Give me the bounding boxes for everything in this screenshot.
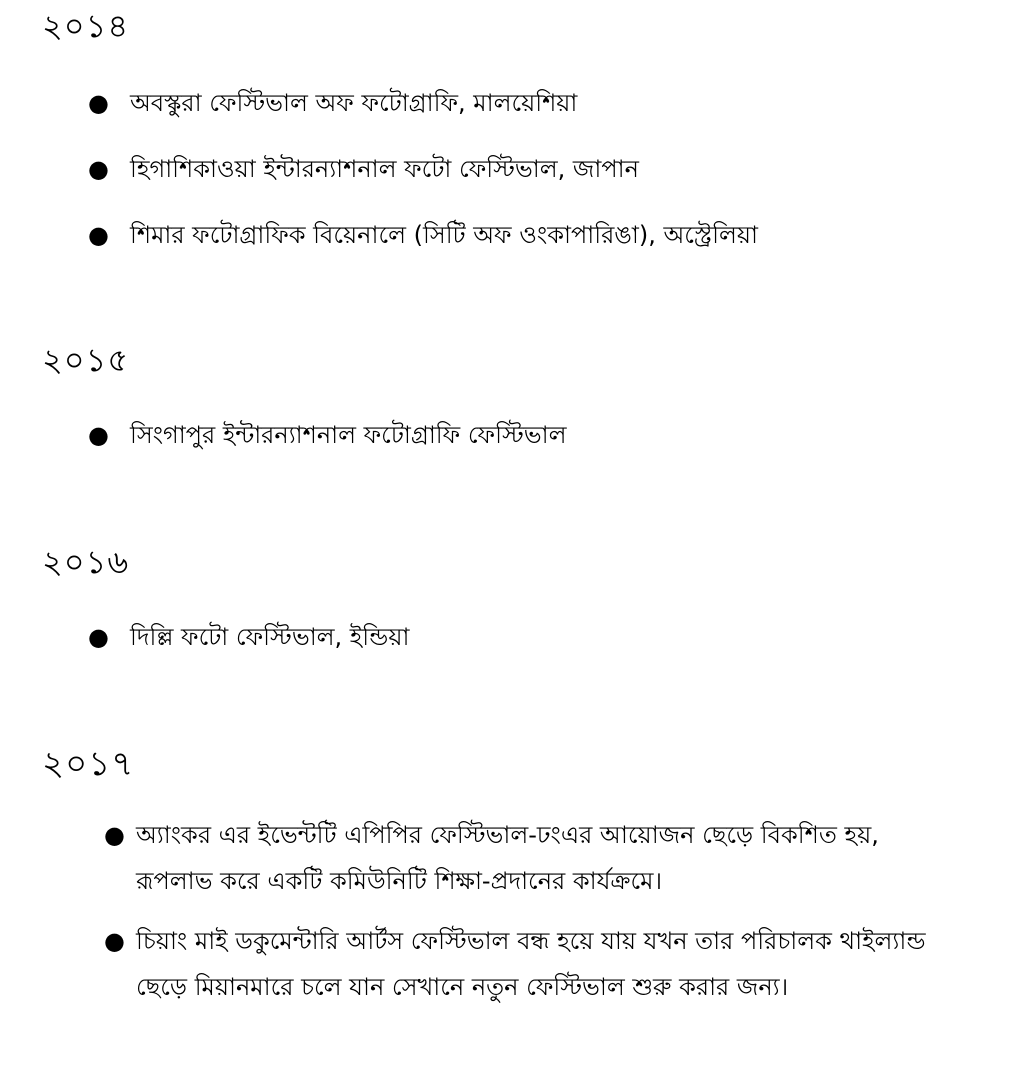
- list-item-text: দিল্লি ফটো ফেস্টিভাল, ইন্ডিয়া: [130, 623, 410, 651]
- list-item: [0, 918, 1024, 1010]
- list-item-text: হিগাশিকাওয়া ইন্টারন্যাশনাল ফটো ফেস্টিভাল, জাপান: [130, 155, 639, 183]
- list-item-text: চিয়াং মাই ডকুমেন্টারি আর্টস ফেস্টিভাল বন্ধ হয়ে যায় যখন তার পরিচালক থাইল্যান্ড ছেড়ে মিয়ানমারে চলে যান সেখানে নতুন ফেস্টিভাল শুরু করার জন্য।: [136, 927, 926, 1001]
- bullet-icon: ●: [88, 421, 109, 449]
- festival-list-2017: [0, 812, 1024, 1010]
- year-heading-2014: ২০১৪: [42, 7, 130, 45]
- list-item-text: শিমার ফটোগ্রাফিক বিয়েনালে (সিটি অফ ওংকাপারিঙা), অস্ট্রেলিয়া: [130, 221, 758, 249]
- list-item-text: অবস্কুরা ফেস্টিভাল অফ ফটোগ্রাফি, মালয়েশিয়া: [130, 89, 578, 117]
- list-item: [0, 812, 1024, 904]
- bullet-icon: ●: [104, 927, 125, 955]
- list-item-text: অ্যাংকর এর ইভেন্টটি এপিপির ফেস্টিভাল-ঢংএর আয়োজন ছেড়ে বিকশিত হয়, রূপলাভ করে একটি কমিউনিটি শিক্ষা-প্রদানের কার্যক্রমে।: [136, 821, 879, 895]
- bullet-icon: ●: [88, 89, 109, 117]
- list-item-text: সিংগাপুর ইন্টারন্যাশনাল ফটোগ্রাফি ফেস্টিভাল: [130, 421, 567, 449]
- bullet-icon: ●: [88, 221, 109, 249]
- year-heading-2015: ২০১৫: [42, 341, 130, 379]
- bullet-icon: ●: [88, 623, 109, 651]
- year-heading-2016: ২০১৬: [42, 543, 130, 581]
- year-heading-2017: ২০১৭: [42, 744, 135, 784]
- bullet-icon: ●: [88, 155, 109, 183]
- bullet-icon: ●: [104, 821, 125, 849]
